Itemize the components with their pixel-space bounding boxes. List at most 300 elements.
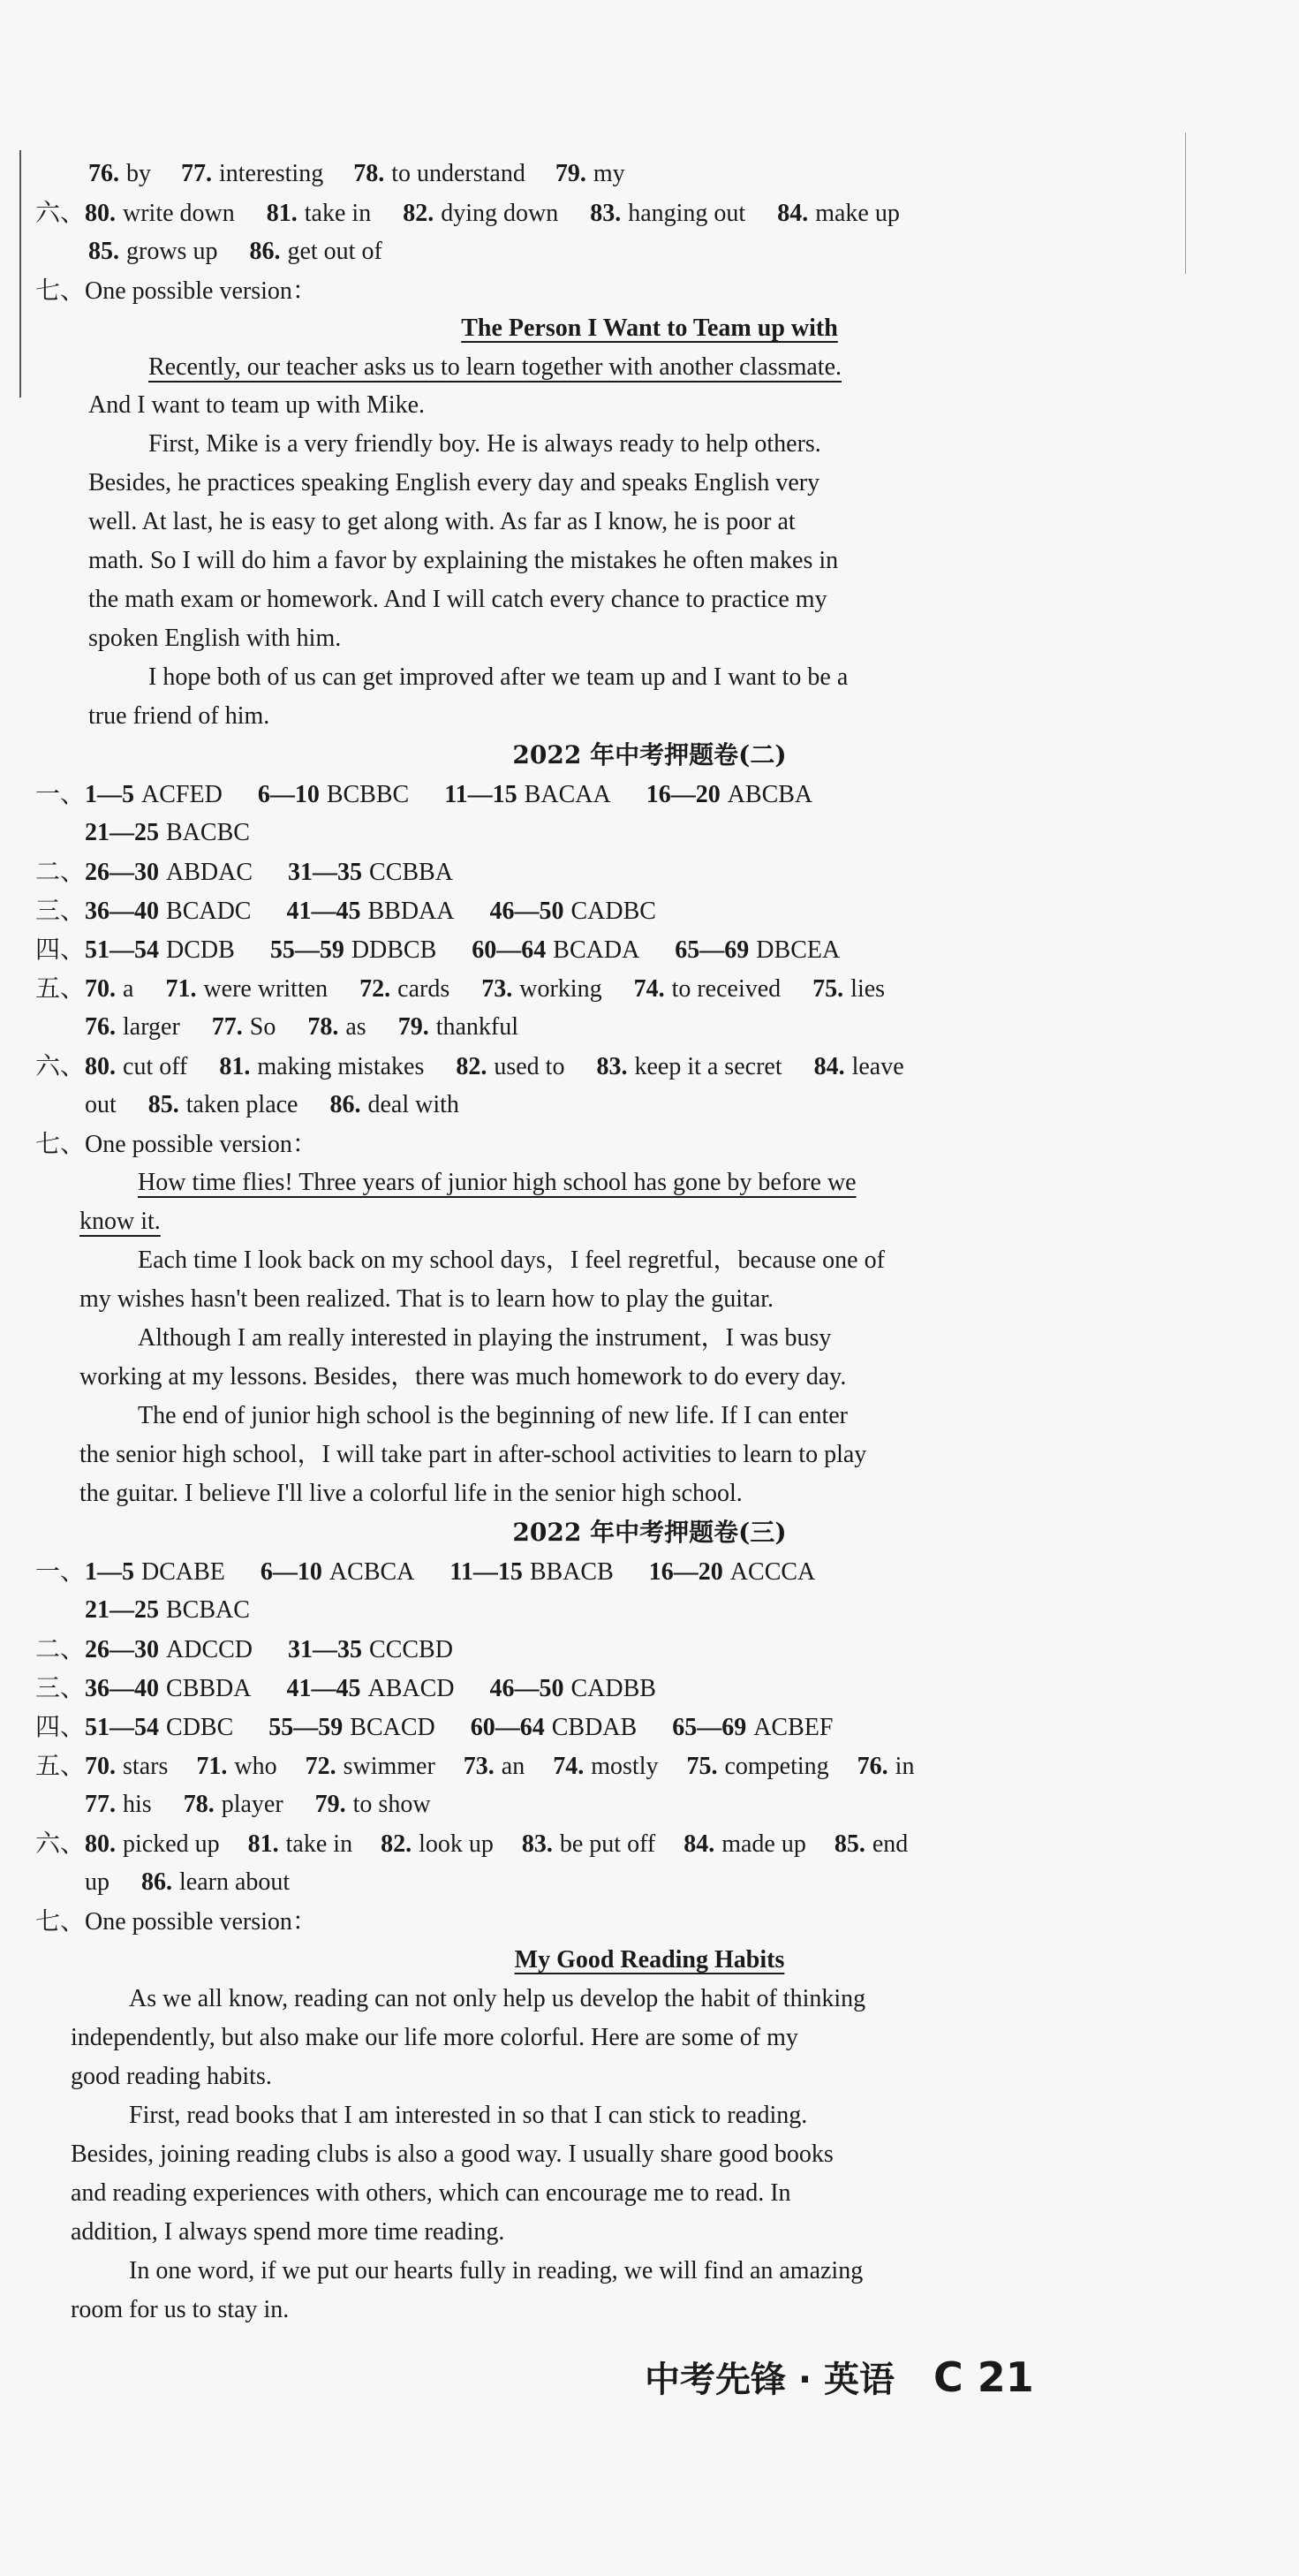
answer-value: larger [123, 1013, 180, 1041]
answer-number: 41—45 [286, 1675, 361, 1702]
section-prefix: 一、 [35, 1557, 86, 1586]
answer-number: 83. [521, 1830, 553, 1858]
answer-item [249, 238, 381, 265]
answer-value: ACBEF [753, 1714, 834, 1741]
answer-item [646, 781, 812, 808]
answer-item [471, 1714, 637, 1741]
text-line [148, 355, 842, 380]
answer-number: 78. [353, 160, 385, 187]
answer-value: who [234, 1753, 277, 1780]
answer-item [85, 936, 235, 964]
essay-line: my wishes hasn't been realized. That is to learn how to play the guitar. [79, 1285, 774, 1313]
text-line [79, 1287, 774, 1312]
right-margin-rule [1185, 133, 1186, 274]
text-line [35, 1673, 656, 1702]
text-line [85, 1792, 431, 1817]
answer-value: lies [850, 975, 886, 1003]
answer-item [444, 781, 610, 808]
answer-item [590, 200, 745, 227]
answer-item [464, 1753, 525, 1780]
text-line [88, 239, 382, 264]
essay-line: Recently, our teacher asks us to learn together with another classmate. [148, 353, 842, 381]
answer-value: ABCBA [727, 781, 813, 808]
text-line [88, 587, 827, 612]
answer-value: BCBAC [166, 1596, 250, 1624]
answer-number: 26—30 [85, 859, 160, 886]
answer-item [555, 160, 625, 187]
answer-number: 80. [85, 200, 117, 227]
answer-number: 31—35 [288, 859, 363, 886]
section-prefix: 四、 [35, 935, 86, 964]
essay-line: First, read books that I am interested in so that I can stick to reading. [129, 2102, 808, 2129]
answer-item [85, 781, 223, 808]
answer-number: 6—10 [257, 781, 320, 808]
answer-item [359, 975, 449, 1003]
text-line [138, 1248, 885, 1273]
answer-number: 51—54 [85, 936, 160, 964]
answer-value: to show [352, 1791, 431, 1818]
text-line [138, 1326, 831, 1351]
answer-item [315, 1791, 431, 1818]
answer-number: 82. [456, 1053, 487, 1080]
answer-item [85, 898, 251, 925]
text-line [71, 2026, 798, 2050]
answer-value: taken place [185, 1091, 298, 1118]
answer-number: 60—64 [472, 936, 547, 964]
text-line [85, 1015, 518, 1040]
text-line [35, 1712, 834, 1741]
answer-value: take in [285, 1830, 353, 1858]
answer-item [683, 1830, 806, 1858]
text-line [129, 1987, 865, 2012]
answer-value: learn about [179, 1868, 291, 1896]
answer-value: ACBCA [329, 1558, 415, 1586]
text-line [35, 976, 885, 1002]
answer-item [288, 1636, 453, 1663]
answer-number: 46—50 [489, 1675, 564, 1702]
answer-number: 82. [403, 200, 434, 227]
answer-item [286, 898, 454, 925]
section-prefix: 二、 [35, 857, 86, 886]
answer-item [267, 200, 371, 227]
answer-number: 84. [683, 1830, 715, 1858]
answer-item [857, 1753, 915, 1780]
section-prefix: 五、 [35, 974, 86, 1003]
answer-value: to understand [391, 160, 525, 187]
answer-number: 71. [196, 1753, 228, 1780]
answer-number: 70. [85, 975, 117, 1003]
answer-value: my [593, 160, 625, 187]
answer-number: 21—25 [85, 819, 159, 846]
answer-item [398, 1013, 518, 1041]
answer-item [85, 1636, 253, 1663]
answer-number: 86. [141, 1868, 172, 1896]
answer-item [85, 1013, 180, 1041]
answer-item [261, 1558, 414, 1586]
essay-line: addition, I always spend more time reading. [71, 2218, 505, 2246]
answer-item [85, 1791, 152, 1818]
answer-number: 85. [88, 238, 119, 265]
answer-item [148, 1091, 298, 1118]
answer-value: mostly [591, 1753, 659, 1780]
answer-value: stars [123, 1753, 169, 1780]
answer-item [596, 1053, 782, 1080]
answer-number: 46—50 [489, 898, 564, 925]
left-margin-rule [19, 150, 21, 398]
answer-item [85, 1558, 225, 1586]
answer-item [219, 1053, 424, 1080]
answer-item [835, 1830, 908, 1858]
answer-value: were written [203, 975, 329, 1003]
essay-line: working at my lessons. Besides，there was much homework to do every day. [79, 1363, 847, 1390]
answer-number: 70. [85, 1753, 117, 1780]
answer-value: grows up [126, 238, 218, 265]
text-line [35, 1634, 453, 1663]
text-line [79, 1365, 846, 1390]
answer-number: 72. [359, 975, 391, 1003]
text-line [88, 471, 819, 496]
text-line [35, 1831, 908, 1857]
answer-item [141, 1868, 290, 1896]
essay-line: well. At last, he is easy to get along with. As far as I know, he is poor at [88, 508, 796, 535]
answer-number: 11—15 [449, 1558, 523, 1586]
essay-line: math. So I will do him a favor by explaining the mistakes he often makes in [88, 547, 839, 574]
answer-value: BCADA [553, 936, 640, 964]
answer-item [675, 936, 840, 964]
answer-value: CCCBD [369, 1636, 453, 1663]
section-prefix: 六、 [35, 1051, 86, 1080]
answer-number: 72. [305, 1753, 336, 1780]
answer-value: BBACB [529, 1558, 614, 1586]
answer-item [88, 238, 217, 265]
answer-value: competing [724, 1753, 829, 1780]
text-line [35, 1559, 815, 1585]
text-line [148, 665, 848, 690]
answer-value: take in [304, 200, 372, 227]
answer-item [686, 1753, 828, 1780]
answer-item [85, 1830, 220, 1858]
answer-value: DCABE [141, 1558, 225, 1586]
answer-number: 36—40 [85, 898, 160, 925]
answer-number: 65—69 [672, 1714, 747, 1741]
answer-number: 26—30 [85, 1636, 160, 1663]
text-line [71, 2298, 289, 2322]
essay-line: Although I am really interested in playing the instrument，I was busy [138, 1324, 832, 1352]
text-line [138, 1404, 848, 1428]
answer-item [248, 1830, 352, 1858]
footer-book-title: 中考先锋 · 英语 [645, 2360, 895, 2400]
answer-value: DDBCB [351, 936, 437, 964]
text-line [0, 1948, 1299, 1973]
answer-number: 86. [249, 238, 281, 265]
answer-number: 86. [329, 1091, 361, 1118]
answer-item [258, 781, 409, 808]
answer-item [85, 819, 250, 846]
text-line [148, 432, 821, 457]
answer-value: ABACD [367, 1675, 455, 1702]
essay-line: know it. [79, 1208, 161, 1235]
text-line [0, 1520, 1299, 1546]
answer-item [814, 1053, 904, 1080]
text-line [35, 1906, 317, 1936]
answer-value: CBBDA [166, 1675, 252, 1702]
answer-value: ADCCD [166, 1636, 253, 1663]
answer-item [449, 1558, 613, 1586]
essay-line: How time flies! Three years of junior high school has gone by before we [138, 1169, 857, 1196]
answer-item [353, 160, 525, 187]
answer-number: 75. [686, 1753, 718, 1780]
answer-item [306, 1753, 435, 1780]
answer-value: deal with [367, 1091, 459, 1118]
essay-line: the guitar. I believe I'll live a colorful life in the senior high school. [79, 1480, 743, 1507]
essay-line: The end of junior high school is the beginning of new life. If I can enter [138, 1402, 848, 1429]
section-heading: 2022 年中考押题卷(三) [512, 1518, 787, 1547]
text-line [0, 316, 1299, 341]
answer-number: 81. [266, 200, 298, 227]
essay-line: the math exam or homework. And I will catch every chance to practice my [88, 586, 827, 613]
answer-value: making mistakes [257, 1053, 425, 1080]
answer-number: 77. [85, 1791, 116, 1818]
answer-item [381, 1830, 494, 1858]
answer-item [553, 1753, 658, 1780]
answer-number: 76. [88, 160, 119, 187]
answer-item [634, 975, 782, 1003]
answer-item [490, 1675, 656, 1702]
answer-item [85, 1753, 168, 1780]
answer-value: So [249, 1013, 276, 1041]
section-prefix: 七、 [35, 1906, 86, 1936]
essay-line: Each time I look back on my school days，I feel regretful，because one of [138, 1246, 885, 1274]
answer-value: write down [123, 200, 235, 227]
section-prefix: 三、 [35, 1673, 86, 1702]
text-line [129, 2103, 807, 2128]
answer-number: 55—59 [268, 1714, 344, 1741]
answer-number: 75. [812, 975, 844, 1003]
answer-value: thankful [435, 1013, 518, 1041]
text-line [85, 1093, 459, 1118]
section-prefix: 四、 [35, 1712, 86, 1741]
essay-line: I hope both of us can get improved after we team up and I want to be a [148, 663, 849, 691]
answer-value: an [501, 1753, 525, 1780]
answer-item [288, 859, 453, 886]
answer-value: end [872, 1830, 909, 1858]
answer-item [490, 898, 656, 925]
answer-number: 74. [553, 1753, 585, 1780]
answer-value: BACBC [166, 819, 250, 846]
answer-value: BACAA [524, 781, 611, 808]
text-line [35, 1751, 915, 1780]
answer-value: CADBB [570, 1675, 656, 1702]
section-prefix: 六、 [35, 1829, 86, 1858]
answer-number: 41—45 [286, 898, 361, 925]
text-line [88, 393, 425, 418]
answer-value: used to [494, 1053, 565, 1080]
answer-value: cards [397, 975, 450, 1003]
answer-value: ACCCA [729, 1558, 816, 1586]
essay-line: First, Mike is a very friendly boy. He is always ready to help others. [148, 430, 821, 458]
section-prefix: 五、 [35, 1751, 86, 1780]
text-line [71, 2181, 791, 2206]
answer-value: DBCEA [756, 936, 841, 964]
answer-item [286, 1675, 454, 1702]
text-line [71, 2065, 272, 2089]
essay-line: the senior high school，I will take part in after-school activities to learn to play [79, 1441, 867, 1468]
answer-number: 84. [813, 1053, 845, 1080]
answer-number: 1—5 [85, 1558, 135, 1586]
text-line [35, 278, 317, 304]
answer-value: out [85, 1091, 117, 1118]
answer-value: picked up [123, 1830, 220, 1858]
answer-number: 83. [596, 1053, 628, 1080]
answer-number: 81. [247, 1830, 279, 1858]
section-prefix: 一、 [35, 779, 86, 808]
answer-number: 78. [183, 1791, 215, 1818]
text-line [35, 779, 813, 808]
answer-item [181, 160, 323, 187]
answer-value: player [221, 1791, 283, 1818]
answer-number: 16—20 [646, 781, 721, 808]
text-line [129, 2259, 863, 2284]
answer-item [85, 1714, 233, 1741]
answer-value: his [123, 1791, 152, 1818]
answer-number: 71. [165, 975, 197, 1003]
answer-number: 65—69 [675, 936, 750, 964]
answer-value: made up [721, 1830, 806, 1858]
essay-line: good reading habits. [71, 2063, 272, 2090]
answer-value: keep it a secret [634, 1053, 782, 1080]
answer-value: CBDAB [551, 1714, 638, 1741]
text-line [88, 510, 796, 534]
essay-line: and reading experiences with others, which can encourage me to read. In [71, 2179, 791, 2207]
essay-line: independently, but also make our life more colorful. Here are some of my [71, 2024, 798, 2051]
answer-value: in [895, 1753, 915, 1780]
answer-value: as [345, 1013, 366, 1041]
answer-item [649, 1558, 815, 1586]
answer-item [165, 975, 328, 1003]
answer-item [481, 975, 601, 1003]
section-prefix: 二、 [35, 1634, 86, 1663]
answer-item [307, 1013, 366, 1041]
answer-number: 11—15 [444, 781, 517, 808]
essay-intro: One possible version： [85, 1131, 317, 1158]
text-line [85, 1870, 290, 1895]
essay-line: As we all know, reading can not only help us develop the habit of thinking [129, 1985, 866, 2012]
answer-value: make up [815, 200, 900, 227]
answer-item [85, 200, 235, 227]
answer-value: CDBC [166, 1714, 234, 1741]
answer-number: 1—5 [85, 781, 135, 808]
text-line [35, 198, 900, 227]
answer-number: 74. [633, 975, 665, 1003]
answer-item [522, 1830, 655, 1858]
answer-value: be put off [559, 1830, 656, 1858]
answer-value: hanging out [628, 200, 746, 227]
essay-intro: One possible version： [85, 1908, 317, 1936]
answer-value: working [519, 975, 602, 1003]
answer-number: 82. [381, 1830, 412, 1858]
text-line [88, 549, 838, 573]
answer-value: CADBC [570, 898, 656, 925]
essay-title: The Person I Want to Team up with [461, 314, 838, 342]
essay-line: And I want to team up with Mike. [88, 391, 426, 419]
text-line [35, 1051, 904, 1080]
answer-value: get out of [287, 238, 382, 265]
answer-item [672, 1714, 833, 1741]
answer-number: 6—10 [260, 1558, 322, 1586]
text-line [85, 1598, 250, 1623]
answer-number: 79. [555, 160, 586, 187]
answer-item [184, 1791, 283, 1818]
text-line [79, 1209, 161, 1234]
answer-value: ACFED [141, 781, 223, 808]
answer-item [456, 1053, 564, 1080]
answer-item [196, 1753, 276, 1780]
answer-value: CCBBA [369, 859, 453, 886]
answer-item [85, 1596, 250, 1624]
text-line [79, 1443, 866, 1467]
answer-value: interesting [219, 160, 324, 187]
answer-number: 81. [219, 1053, 251, 1080]
answer-value: DCDB [166, 936, 235, 964]
answer-number: 51—54 [85, 1714, 160, 1741]
answer-number: 83. [590, 200, 622, 227]
text-line [79, 1481, 743, 1506]
answer-item [85, 1053, 187, 1080]
answer-number: 84. [777, 200, 809, 227]
footer [645, 2352, 1034, 2402]
section-prefix: 六、 [35, 198, 86, 227]
footer-page-number: C 21 [933, 2353, 1034, 2401]
text-line [35, 937, 840, 963]
answer-item [270, 936, 436, 964]
answer-group [141, 1868, 290, 1896]
answer-item [777, 200, 900, 227]
essay-line: spoken English with him. [88, 625, 342, 652]
answer-number: 60—64 [470, 1714, 545, 1741]
answer-number: 36—40 [85, 1675, 160, 1702]
answer-item [268, 1714, 434, 1741]
essay-title: My Good Reading Habits [514, 1946, 785, 1974]
text-line [88, 626, 341, 651]
answer-number: 77. [181, 160, 212, 187]
answer-item [812, 975, 885, 1003]
essay-line: room for us to stay in. [71, 2296, 290, 2323]
answer-number: 21—25 [85, 1596, 159, 1624]
answer-number: 76. [85, 1013, 116, 1041]
answer-number: 85. [147, 1091, 179, 1118]
answer-value: up [85, 1868, 110, 1896]
text-line [71, 2220, 504, 2245]
answer-number: 78. [307, 1013, 339, 1041]
essay-line: true friend of him. [88, 702, 270, 730]
answer-number: 73. [481, 975, 513, 1003]
answer-number: 16—20 [648, 1558, 723, 1586]
answer-number: 80. [85, 1830, 117, 1858]
section-prefix: 七、 [35, 1129, 86, 1158]
answer-value: BCADC [166, 898, 252, 925]
answer-value: BBDAA [367, 898, 455, 925]
answer-number: 79. [314, 1791, 346, 1818]
text-line [0, 740, 1299, 769]
answer-item [403, 200, 558, 227]
answer-item [85, 1675, 251, 1702]
answer-value: to received [671, 975, 782, 1003]
text-line [88, 162, 625, 186]
answer-number: 85. [834, 1830, 865, 1858]
answer-item [88, 160, 151, 187]
answer-value: ABDAC [166, 859, 253, 886]
answer-number: 55—59 [269, 936, 344, 964]
